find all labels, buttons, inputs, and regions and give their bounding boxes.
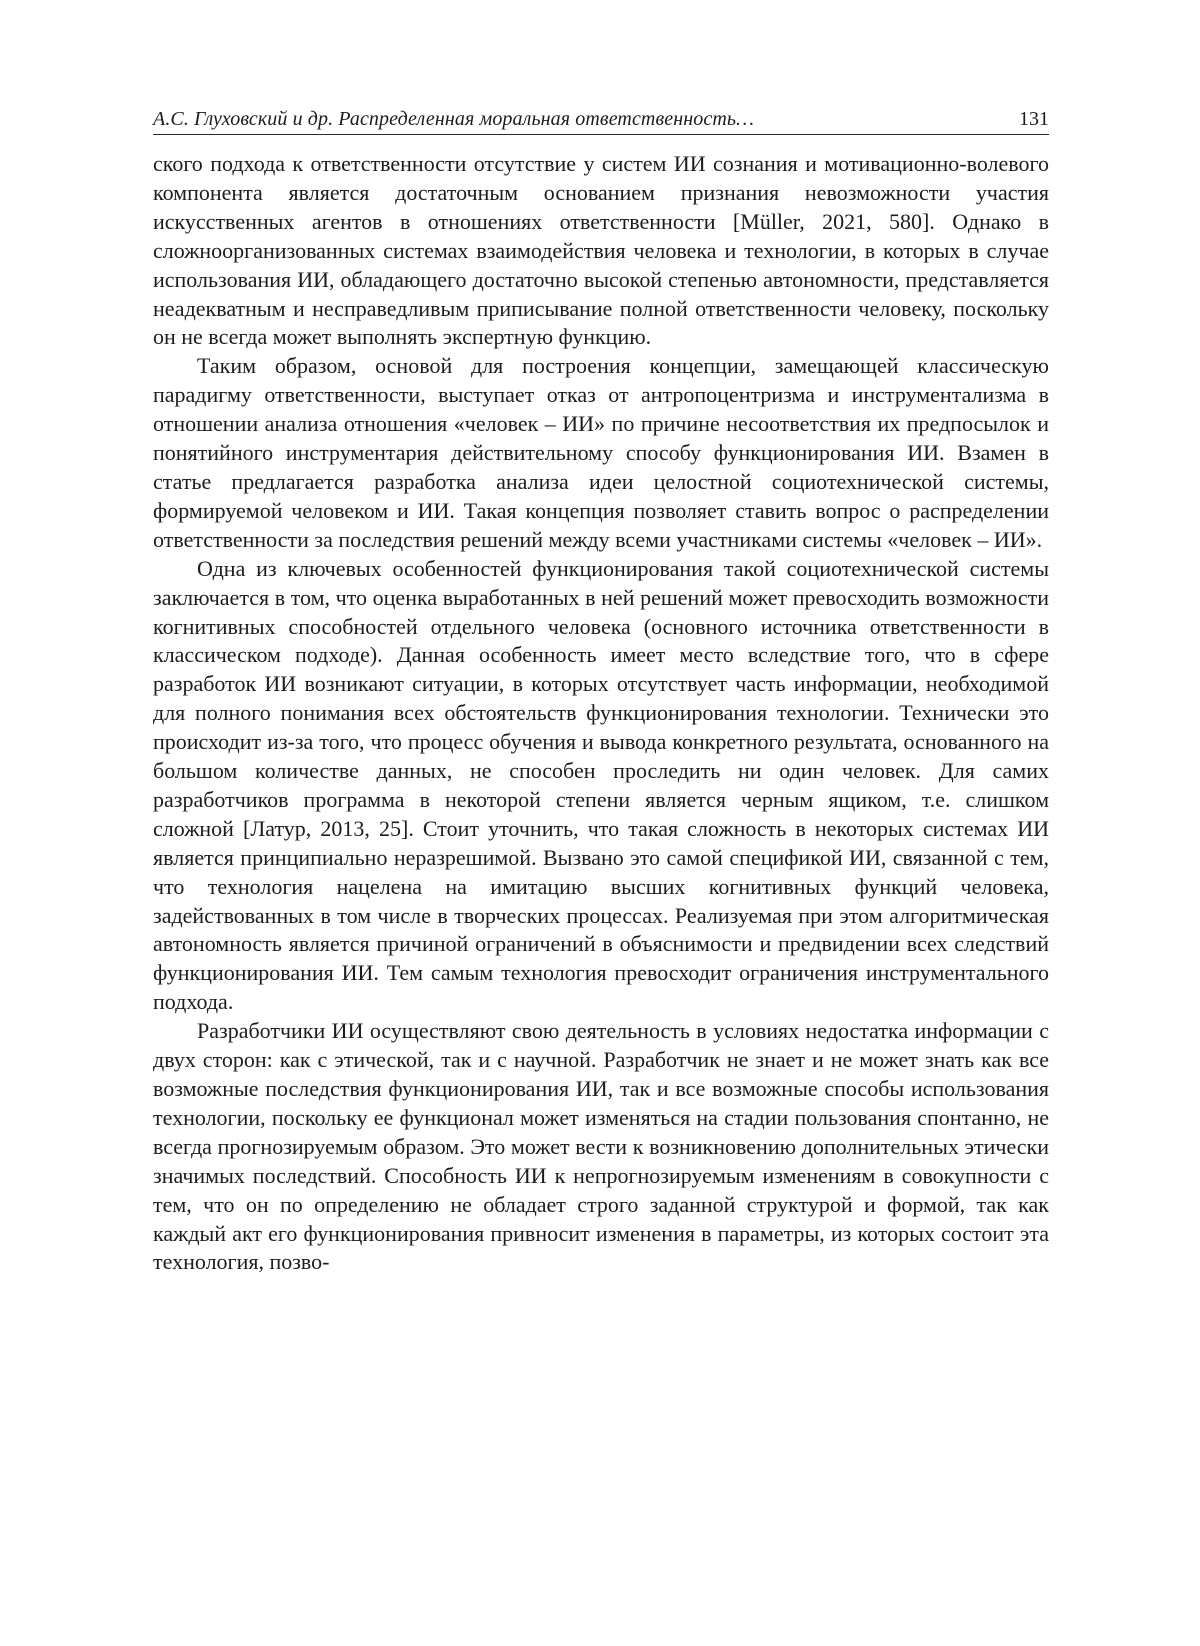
paragraph: Разработчики ИИ осуществляют свою деятельность в условиях недостатка информации с двух сторон: как с этической, так и с научной. Разработчик не знает и не может знать как все возможные последствия функционирования ИИ, так и все возможные способы использования технологии, поскольку ее функционал может изменяться на стадии пользования спонтанно, не всегда прогнозируемым образом. Это может вести к возникновению дополнительных этически значимых последствий. Способность ИИ к непрогнозируемым изменениям в совокупности с тем, что он по определению не обладает строго заданной структурой и формой, так как каждый акт его функционирования привносит изменения в параметры, из которых состоит эта технология, позво- — [153, 1018, 1049, 1275]
paragraph-continuation: ского подхода к ответственности отсутствие у систем ИИ сознания и мотивационно-волевого компонента является достаточным основанием признания невозможности участия искусственных агентов в отношениях ответственности [Müller, 2021, 580]. Однако в сложноорганизованных системах взаимодействия человека и технологии, в которых в случае использования ИИ, обладающего достаточно высокой степенью автономности, представляется неадекватным и несправедливым приписывание полной ответственности человеку, поскольку он не всегда может выполнять экспертную функцию. — [153, 151, 1049, 350]
running-header-title: А.С. Глуховский и др. Распределенная моральная ответственность… — [153, 108, 754, 130]
article-body — [153, 150, 1049, 1277]
paragraph: Одна из ключевых особенностей функционирования такой социотехнической системы заключается в том, что оценка выработанных в ней решений может превосходить возможности когнитивных способностей отдельного человека (основного источника ответственности в классическом подходе). Данная особенность имеет место вследствие того, что в сфере разработок ИИ возникают ситуации, в которых отсутствует часть информации, необходимой для полного понимания всех обстоятельств функционирования технологии. Технически это происходит из-за того, что процесс обучения и вывода конкретного результата, основанного на большом количестве данных, не способен проследить ни один человек. Для самих разработчиков программа в некоторой степени является черным ящиком, т.е. слишком сложной [Латур, 2013, 25]. Стоит уточнить, что такая сложность в некоторых системах ИИ является принципиально неразрешимой. Вызвано это самой спецификой ИИ, связанной с тем, что технология нацелена на имитацию высших когнитивных функций человека, задействованных в том числе в творческих процессах. Реализуемая при этом алгоритмическая автономность является причиной ограничений в объяснимости и предвидении всех следствий функционирования ИИ. Тем самым технология превосходит ограничения инструментального подхода. — [153, 555, 1049, 1015]
paragraph: Таким образом, основой для построения концепции, замещающей классическую парадигму ответственности, выступает отказ от антропоцентризма и инструментализма в отношении анализа отношения «человек – ИИ» по причине несоответствия их предпосылок и понятийного инструментария действительному способу функционирования ИИ. Взамен в статье предлагается разработка анализа идеи целостной социотехнической системы, формируемой человеком и ИИ. Такая концепция позволяет ставить вопрос о распределении ответственности за последствия решений между всеми участниками системы «человек – ИИ». — [153, 353, 1049, 552]
running-header — [153, 103, 1049, 135]
page-number: 131 — [1019, 108, 1049, 130]
